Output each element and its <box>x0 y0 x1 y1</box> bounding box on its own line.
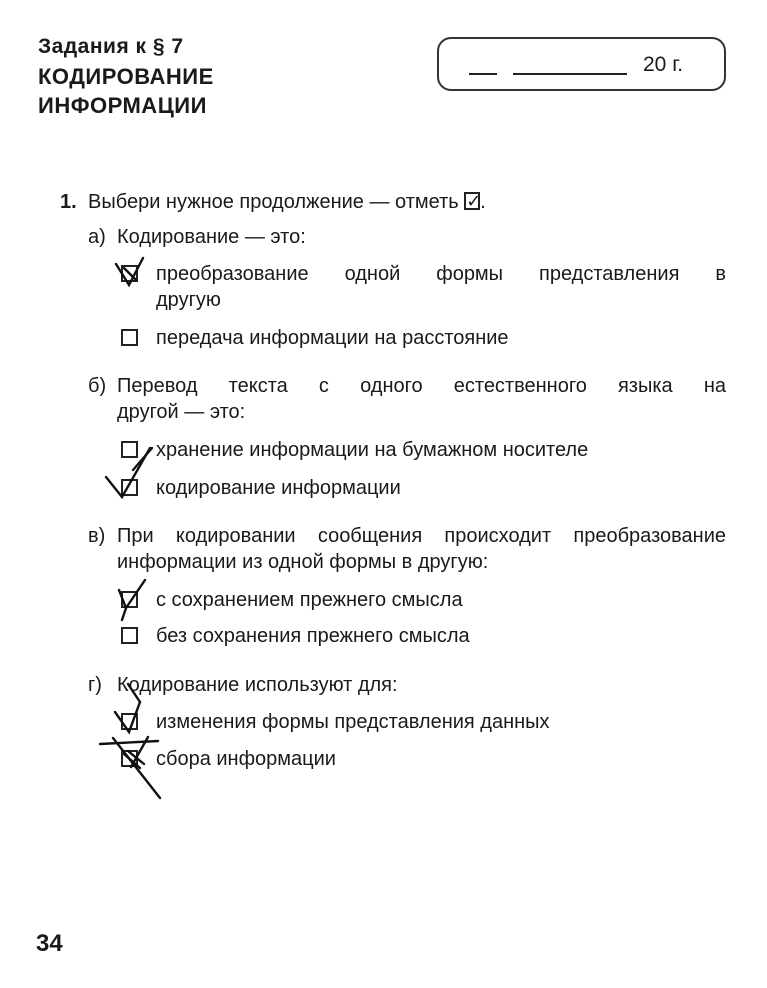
day-blank <box>469 73 497 75</box>
option-d1: изменения формы представления данных <box>156 711 550 733</box>
option-c2: без сохранения прежнего смысла <box>156 625 470 647</box>
checked-box-icon <box>464 192 480 210</box>
task-number: 1. <box>60 191 77 213</box>
checkbox-d2[interactable] <box>121 750 138 767</box>
part-a-label: а) <box>88 226 106 248</box>
checkbox-b2[interactable] <box>121 479 138 496</box>
option-a1-line1: преобразование одной формы представления в <box>156 263 726 285</box>
part-b-question-line2: другой — это: <box>117 401 246 423</box>
option-b2: кодирование информации <box>156 477 401 499</box>
part-c-question-line1: При кодировании сообщения происходит преобразование <box>117 525 726 547</box>
section-heading: Задания к § 7 <box>38 35 184 58</box>
part-d-label: г) <box>88 674 102 696</box>
option-a1-line2: другую <box>156 289 221 311</box>
checkbox-a1[interactable] <box>121 265 138 282</box>
page-number: 34 <box>36 930 63 957</box>
topic-title-line-1: КОДИРОВАНИЕ <box>38 64 214 89</box>
part-c-label: в) <box>88 525 106 547</box>
option-c1: с сохранением прежнего смысла <box>156 589 463 611</box>
part-d-question: Кодирование используют для: <box>117 674 398 696</box>
checkbox-c2[interactable] <box>121 627 138 644</box>
checkbox-b1[interactable] <box>121 441 138 458</box>
checkbox-d1[interactable] <box>121 713 138 730</box>
check-mark-c1-tail <box>122 608 126 620</box>
date-field <box>437 37 726 91</box>
part-b-label: б) <box>88 375 107 397</box>
task-instruction: Выбери нужное продолжение — отметь ✓ . <box>88 189 486 215</box>
month-blank <box>513 73 627 75</box>
strike-d2-horizontal <box>100 741 158 744</box>
year-label: 20 г. <box>643 53 684 76</box>
option-d2: сбора информации <box>156 748 336 770</box>
strike-d2-diagonal <box>113 738 160 798</box>
checkbox-c1[interactable] <box>121 591 138 608</box>
checkbox-a2[interactable] <box>121 329 138 346</box>
option-b1: хранение информации на бумажном носителе <box>156 439 589 461</box>
part-a-question: Кодирование — это: <box>117 226 306 248</box>
topic-title-line-2: ИНФОРМАЦИИ <box>38 93 207 118</box>
part-c-question-line2: информации из одной формы в другую: <box>117 551 489 573</box>
part-b-question-line1: Перевод текста с одного естественного языка на <box>117 375 726 397</box>
option-a2: передача информации на расстояние <box>156 327 509 349</box>
